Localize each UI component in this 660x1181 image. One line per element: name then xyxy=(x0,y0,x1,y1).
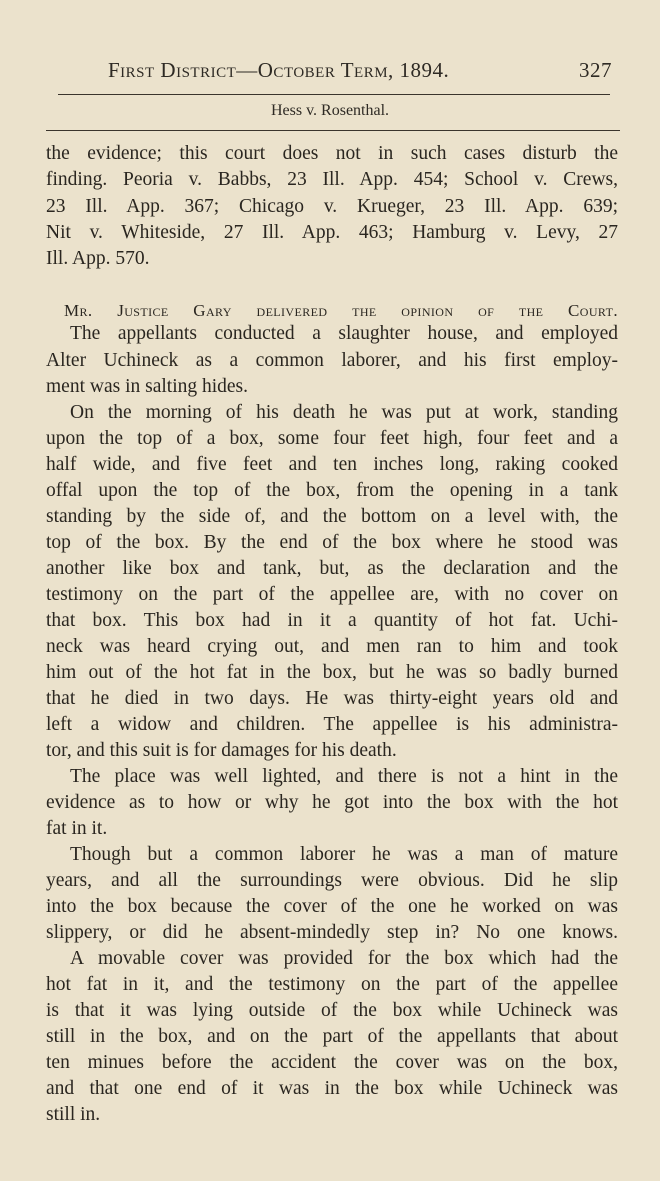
text-line: the evidence; this court does not in such cases disturb the xyxy=(46,143,618,164)
text-line: years, and all the surroundings were obvious. Did he slip xyxy=(46,870,618,891)
text-line: The place was well lighted, and there is not a hint in the xyxy=(70,766,618,787)
page-number: 327 xyxy=(579,58,612,82)
text-line: testimony on the part of the appellee are, with no cover on xyxy=(46,584,618,605)
text-line: The appellants conducted a slaughter house, and employed xyxy=(70,323,618,344)
text-line: hot fat in it, and the testimony on the part of the appellee xyxy=(46,974,618,995)
text-line: standing by the side of, and the bottom on a level with, the xyxy=(46,506,618,527)
header-rule-bottom xyxy=(46,130,620,131)
text-line: still in. xyxy=(46,1104,101,1125)
text-line: Though but a common laborer he was a man of mature xyxy=(70,844,618,865)
text-line: On the morning of his death he was put at work, standing xyxy=(70,402,618,423)
text-line: is that it was lying outside of the box while Uchineck was xyxy=(46,1000,618,1021)
text-line: Alter Uchineck as a common laborer, and his first employ- xyxy=(46,350,618,371)
text-line: Nit v. Whiteside, 27 Ill. App. 463; Hamburg v. Levy, 27 xyxy=(46,222,618,243)
text-line: slippery, or did he absent-mindedly step in? No one knows. xyxy=(46,922,618,943)
text-line: still in the box, and on the part of the appellants that about xyxy=(46,1026,618,1047)
opinion-heading: Mr. Justice Gary delivered the opinion of the Court. xyxy=(64,301,618,320)
text-line: neck was heard crying out, and men ran to him and took xyxy=(46,636,618,657)
text-line: offal upon the top of the box, from the opening in a tank xyxy=(46,480,618,501)
text-line: that he died in two days. He was thirty-eight years old and xyxy=(46,688,618,709)
text-line: him out of the hot fat in the box, but he was so badly burned xyxy=(46,662,618,683)
text-line: 23 Ill. App. 367; Chicago v. Krueger, 23 Ill. App. 639; xyxy=(46,196,618,217)
text-line: Ill. App. 570. xyxy=(46,248,150,269)
text-line: another like box and tank, but, as the declaration and the xyxy=(46,558,618,579)
text-line: that box. This box had in it a quantity of hot fat. Uchi- xyxy=(46,610,618,631)
text-line: evidence as to how or why he got into the box with the hot xyxy=(46,792,618,813)
text-line: A movable cover was provided for the box which had the xyxy=(70,948,618,969)
text-line: tor, and this suit is for damages for his death. xyxy=(46,740,397,761)
text-line: finding. Peoria v. Babbs, 23 Ill. App. 454; School v. Crews, xyxy=(46,169,618,190)
text-line: left a widow and children. The appellee is his administra- xyxy=(46,714,618,735)
text-line: upon the top of a box, some four feet high, four feet and a xyxy=(46,428,618,449)
text-line: into the box because the cover of the one he worked on was xyxy=(46,896,618,917)
text-line: top of the box. By the end of the box where he stood was xyxy=(46,532,618,553)
text-line: and that one end of it was in the box while Uchineck was xyxy=(46,1078,618,1099)
text-line: ten minues before the accident the cover was on the box, xyxy=(46,1052,618,1073)
text-line: half wide, and five feet and ten inches long, raking cooked xyxy=(46,454,618,475)
running-head xyxy=(108,58,612,86)
running-title: First District—October Term, 1894. xyxy=(108,58,450,82)
text-line: fat in it. xyxy=(46,818,108,839)
text-line: ment was in salting hides. xyxy=(46,376,249,397)
header-rule-top xyxy=(58,94,610,95)
case-caption: Hess v. Rosenthal. xyxy=(270,102,390,119)
